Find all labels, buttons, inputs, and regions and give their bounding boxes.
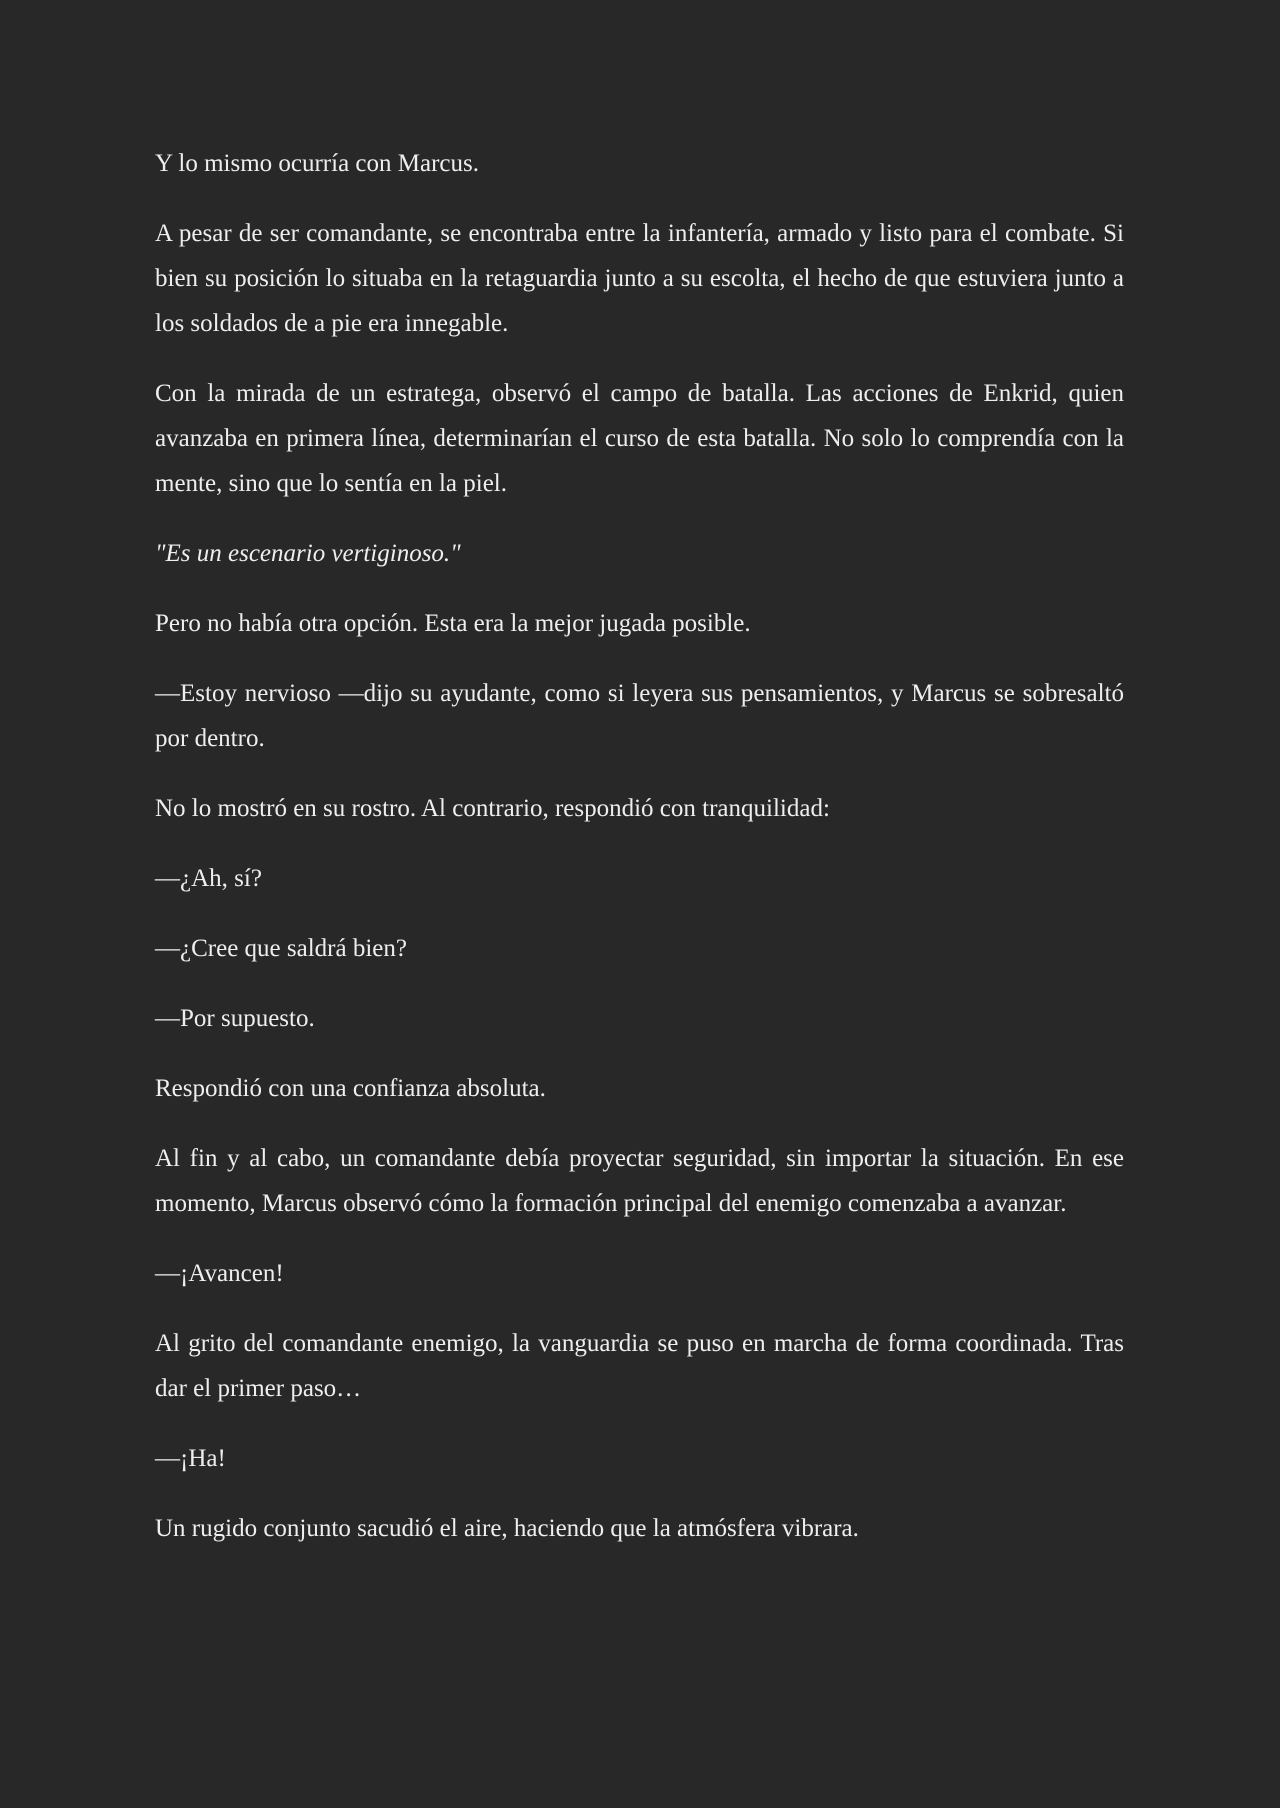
paragraph: A pesar de ser comandante, se encontraba entre la infantería, armado y listo para el combate. Si bien su posición lo situaba en la retaguardia junto a su escolta, el hecho de que estuviera junto a los soldados de a pie era innegable. (155, 220, 1124, 337)
dialogue-line: —¡Ha! (155, 1445, 226, 1472)
paragraph: Pero no había otra opción. Esta era la mejor jugada posible. (155, 610, 751, 637)
paragraph: Respondió con una confianza absoluta. (155, 1075, 546, 1102)
thought-quote: "Es un escenario vertiginoso." (155, 540, 461, 567)
paragraph: Al grito del comandante enemigo, la vanguardia se puso en marcha de forma coordinada. Tras dar el primer paso… (155, 1330, 1124, 1402)
paragraph: No lo mostró en su rostro. Al contrario, respondió con tranquilidad: (155, 795, 830, 822)
dialogue-line: —Estoy nervioso —dijo su ayudante, como si leyera sus pensamientos, y Marcus se sobresaltó por dentro. (155, 680, 1124, 752)
paragraph: Un rugido conjunto sacudió el aire, haciendo que la atmósfera vibrara. (155, 1515, 859, 1542)
dialogue-line: —¿Ah, sí? (155, 865, 262, 892)
paragraph: Y lo mismo ocurría con Marcus. (155, 150, 479, 177)
dialogue-line: —Por supuesto. (155, 1005, 315, 1032)
dialogue-line: —¡Avancen! (155, 1260, 284, 1287)
dialogue-line: —¿Cree que saldrá bien? (155, 935, 407, 962)
paragraph: Al fin y al cabo, un comandante debía proyectar seguridad, sin importar la situación. En ese momento, Marcus observó cómo la formación principal del enemigo comenzaba a avanzar. (155, 1145, 1124, 1217)
paragraph: Con la mirada de un estratega, observó el campo de batalla. Las acciones de Enkrid, quien avanzaba en primera línea, determinarían el curso de esta batalla. No solo lo comprendía con la mente, sino que lo sentía en la piel. (155, 380, 1124, 497)
document-body (155, 150, 1124, 1576)
